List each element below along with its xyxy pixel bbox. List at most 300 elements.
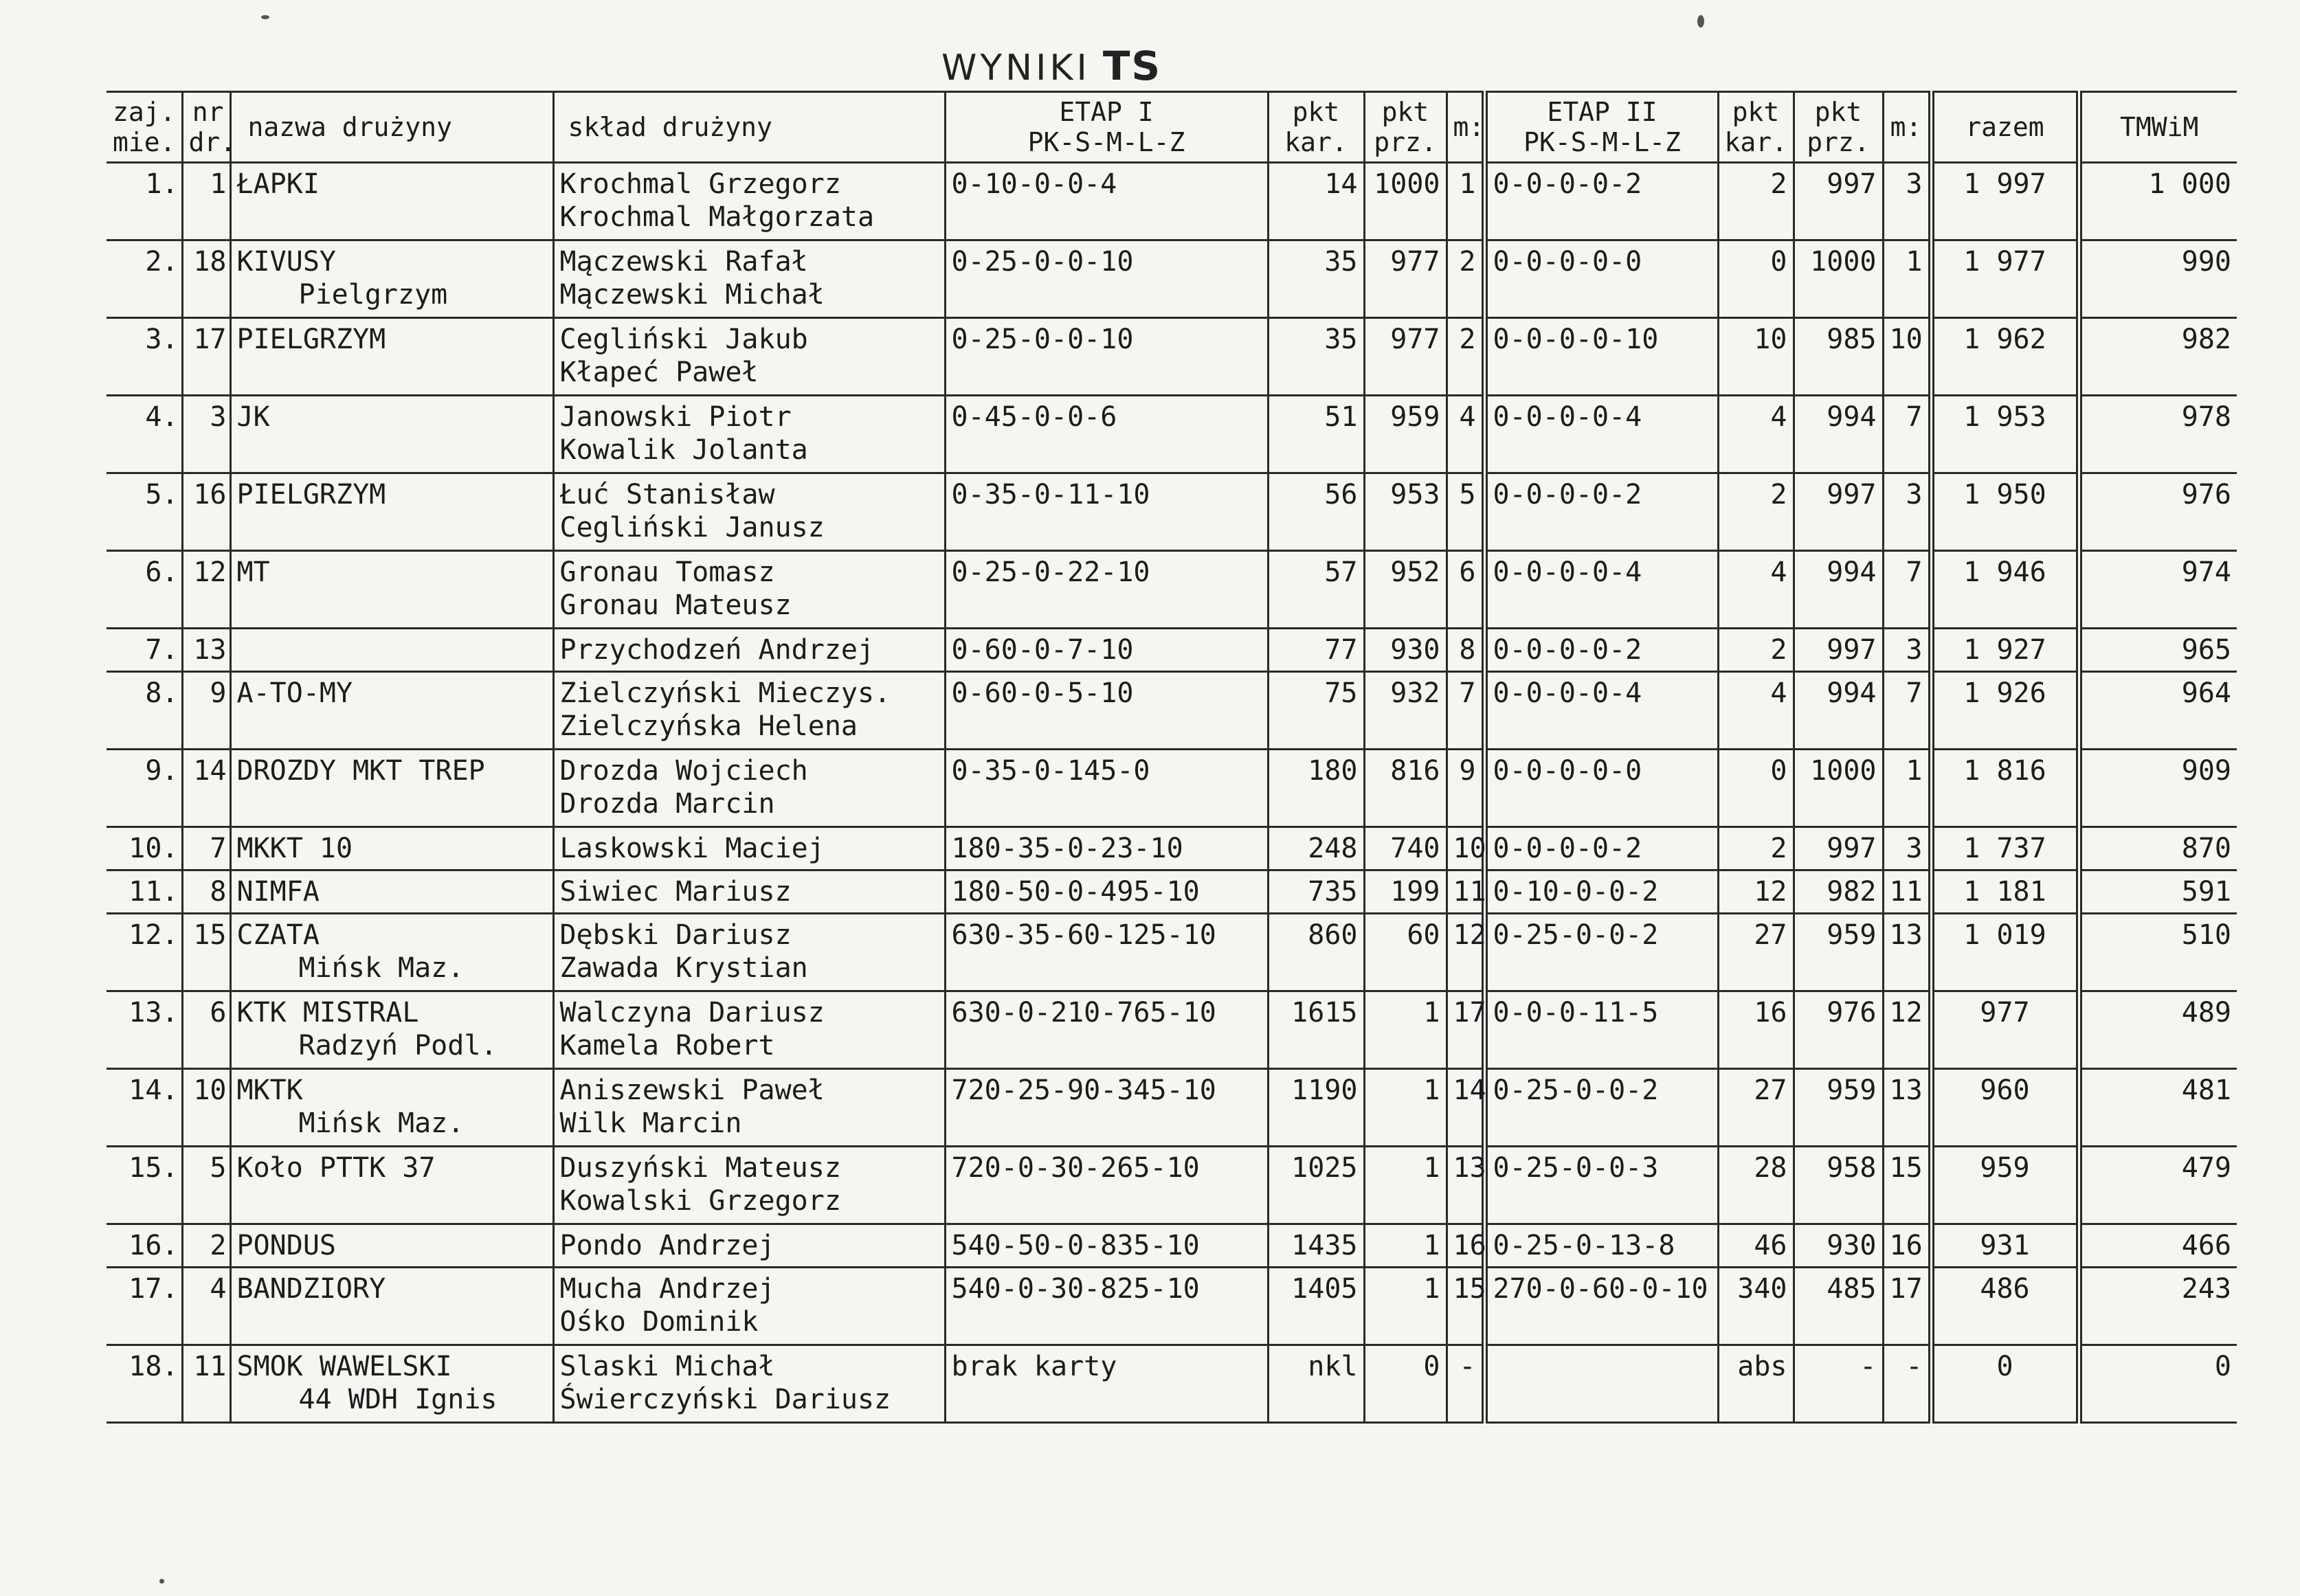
stage1-cell: 0-35-0-11-10 — [945, 473, 1268, 551]
team-name-cell-line: PIELGRZYM — [236, 479, 386, 510]
rank-cell: 12. — [107, 914, 182, 991]
stage1-cell: 630-0-210-765-10 — [945, 991, 1268, 1069]
stage1-place-cell: 5 — [1447, 473, 1484, 551]
stage1-penalty-cell: 56 — [1268, 473, 1364, 551]
stage2-points-cell: 959 — [1794, 1069, 1883, 1147]
stage2-cell: 0-10-0-0-2 — [1484, 870, 1718, 914]
stage1-penalty-cell: 57 — [1268, 551, 1364, 629]
total-cell: 960 — [1931, 1069, 2079, 1147]
team-name-cell — [230, 827, 553, 870]
stage2-points-cell: 997 — [1794, 473, 1883, 551]
stage2-place-cell: 7 — [1883, 396, 1931, 473]
stage1-penalty-cell: 1405 — [1268, 1268, 1364, 1345]
stage2-cell: 0-25-0-0-3 — [1484, 1147, 1718, 1224]
stage2-place-cell: 13 — [1883, 1069, 1931, 1147]
stage1-cell: 720-25-90-345-10 — [945, 1069, 1268, 1147]
stage1-cell: 540-50-0-835-10 — [945, 1224, 1268, 1268]
stage1-place-cell: 2 — [1447, 318, 1484, 396]
total-cell: 486 — [1931, 1268, 2079, 1345]
total-cell: 977 — [1931, 991, 2079, 1069]
roster-cell-line: Wilk Marcin — [559, 1108, 742, 1139]
stage1-penalty-cell: 14 — [1268, 163, 1364, 240]
roster-cell-line: Zielczyński Mieczys. — [559, 677, 891, 709]
team-number-cell: 12 — [182, 551, 230, 629]
roster-cell-line: Świerczyński Dariusz — [559, 1384, 891, 1415]
stage1-points-cell: 0 — [1364, 1345, 1447, 1423]
stage1-penalty-cell: 35 — [1268, 240, 1364, 318]
stage2-place-cell: - — [1883, 1345, 1931, 1423]
team-number-cell: 13 — [182, 629, 230, 672]
stage2-place-cell: 3 — [1883, 629, 1931, 672]
stage2-points-cell: 1000 — [1794, 750, 1883, 827]
team-name-cell — [230, 672, 553, 750]
team-name-cell-line: A-TO-MY — [236, 677, 353, 709]
table-body — [107, 163, 2237, 1423]
tmwim-cell: 976 — [2079, 473, 2237, 551]
rank-cell: 2. — [107, 240, 182, 318]
stage1-penalty-cell: 1190 — [1268, 1069, 1364, 1147]
roster-cell-line: Gronau Tomasz — [559, 557, 775, 588]
roster-cell — [553, 1069, 945, 1147]
team-name-cell-line: PIELGRZYM — [236, 324, 386, 355]
stage1-penalty-cell: 180 — [1268, 750, 1364, 827]
roster-cell-line: Cegliński Janusz — [559, 512, 825, 543]
team-name-cell-line: CZATA — [236, 919, 320, 951]
team-name-cell — [230, 396, 553, 473]
team-name-cell-line: ŁAPKI — [236, 168, 320, 200]
team-number-cell: 3 — [182, 396, 230, 473]
team-number-cell: 15 — [182, 914, 230, 991]
stage2-penalty-cell: 2 — [1718, 473, 1794, 551]
stage1-cell: 180-35-0-23-10 — [945, 827, 1268, 870]
stage2-place-cell: 10 — [1883, 318, 1931, 396]
rank-cell: 6. — [107, 551, 182, 629]
stage1-cell: 0-60-0-5-10 — [945, 672, 1268, 750]
stage2-points-cell: - — [1794, 1345, 1883, 1423]
stage2-cell: 0-0-0-0-2 — [1484, 827, 1718, 870]
table-row — [107, 1069, 2237, 1147]
stage2-cell: 0-0-0-0-2 — [1484, 473, 1718, 551]
roster-cell — [553, 240, 945, 318]
stage2-penalty-cell: 2 — [1718, 163, 1794, 240]
roster-cell-line: Mucha Andrzej — [559, 1273, 775, 1305]
stage2-place-cell: 17 — [1883, 1268, 1931, 1345]
stage2-points-cell: 994 — [1794, 551, 1883, 629]
stage1-cell: 630-35-60-125-10 — [945, 914, 1268, 991]
team-number-cell: 2 — [182, 1224, 230, 1268]
team-number-cell: 5 — [182, 1147, 230, 1224]
header-kar1: pkt kar. — [1268, 92, 1364, 163]
tmwim-cell: 990 — [2079, 240, 2237, 318]
roster-cell — [553, 870, 945, 914]
stage1-penalty-cell: nkl — [1268, 1345, 1364, 1423]
total-cell: 0 — [1931, 1345, 2079, 1423]
stage1-place-cell: - — [1447, 1345, 1484, 1423]
stage2-points-cell: 997 — [1794, 827, 1883, 870]
roster-cell — [553, 914, 945, 991]
stage2-cell: 0-25-0-13-8 — [1484, 1224, 1718, 1268]
team-name-cell-line: KTK MISTRAL — [236, 997, 419, 1029]
team-name-cell-line: PONDUS — [236, 1230, 336, 1261]
stage2-penalty-cell: 28 — [1718, 1147, 1794, 1224]
stage1-place-cell: 12 — [1447, 914, 1484, 991]
table-header — [107, 92, 2237, 163]
stage2-cell: 0-25-0-0-2 — [1484, 914, 1718, 991]
roster-cell-line: Siwiec Mariusz — [559, 876, 792, 908]
header-m2: m: — [1883, 92, 1931, 163]
stage1-penalty-cell: 735 — [1268, 870, 1364, 914]
team-name-cell-line: DROZDY MKT TREP — [236, 755, 485, 787]
stage1-penalty-cell: 75 — [1268, 672, 1364, 750]
stage2-cell: 0-0-0-11-5 — [1484, 991, 1718, 1069]
header-tmwim: TMWiM — [2079, 92, 2237, 163]
stage2-place-cell: 13 — [1883, 914, 1931, 991]
roster-cell-line: Zawada Krystian — [559, 952, 808, 984]
stage1-penalty-cell: 1615 — [1268, 991, 1364, 1069]
roster-cell-line: Ośko Dominik — [559, 1306, 759, 1338]
roster-cell-line: Drozda Wojciech — [559, 755, 808, 787]
stage2-points-cell: 930 — [1794, 1224, 1883, 1268]
team-name-cell-line: Mińsk Maz. — [298, 952, 465, 984]
team-name-cell-line: JK — [236, 401, 270, 433]
tmwim-cell: 964 — [2079, 672, 2237, 750]
stage2-penalty-cell: 4 — [1718, 396, 1794, 473]
stage2-place-cell: 1 — [1883, 240, 1931, 318]
stage2-points-cell: 994 — [1794, 396, 1883, 473]
total-cell: 1 997 — [1931, 163, 2079, 240]
stage1-points-cell: 930 — [1364, 629, 1447, 672]
stage1-points-cell: 740 — [1364, 827, 1447, 870]
stage2-penalty-cell: 4 — [1718, 672, 1794, 750]
stage2-points-cell: 994 — [1794, 672, 1883, 750]
team-name-cell-line: MT — [236, 557, 270, 588]
tmwim-cell: 965 — [2079, 629, 2237, 672]
team-name-cell-line: KIVUSY — [236, 246, 336, 278]
team-name-cell — [230, 1147, 553, 1224]
rank-cell: 1. — [107, 163, 182, 240]
speck — [1697, 15, 1704, 27]
rank-cell: 3. — [107, 318, 182, 396]
rank-cell: 16. — [107, 1224, 182, 1268]
stage1-cell: brak karty — [945, 1345, 1268, 1423]
stage1-penalty-cell: 35 — [1268, 318, 1364, 396]
team-name-cell — [230, 1069, 553, 1147]
rank-cell: 13. — [107, 991, 182, 1069]
stage1-cell: 720-0-30-265-10 — [945, 1147, 1268, 1224]
stage1-place-cell: 4 — [1447, 396, 1484, 473]
team-number-cell: 6 — [182, 991, 230, 1069]
team-name-cell-line: 44 WDH Ignis — [298, 1384, 498, 1415]
stage1-place-cell: 14 — [1447, 1069, 1484, 1147]
stage2-penalty-cell: 12 — [1718, 870, 1794, 914]
stage2-penalty-cell: 0 — [1718, 240, 1794, 318]
results-table — [107, 91, 2237, 1424]
stage2-cell: 0-0-0-0-0 — [1484, 750, 1718, 827]
tmwim-cell: 481 — [2079, 1069, 2237, 1147]
stage2-penalty-cell: 46 — [1718, 1224, 1794, 1268]
stage1-points-cell: 60 — [1364, 914, 1447, 991]
total-cell: 1 181 — [1931, 870, 2079, 914]
header-total: razem — [1931, 92, 2079, 163]
header-roster: skład drużyny — [553, 92, 945, 163]
tmwim-cell: 982 — [2079, 318, 2237, 396]
stage1-cell: 0-25-0-0-10 — [945, 240, 1268, 318]
roster-cell-line: Kowalski Grzegorz — [559, 1185, 841, 1217]
roster-cell — [553, 163, 945, 240]
table-row — [107, 1224, 2237, 1268]
roster-cell — [553, 1268, 945, 1345]
stage1-place-cell: 10 — [1447, 827, 1484, 870]
team-number-cell: 18 — [182, 240, 230, 318]
rank-cell: 7. — [107, 629, 182, 672]
stage1-points-cell: 816 — [1364, 750, 1447, 827]
stage1-place-cell: 2 — [1447, 240, 1484, 318]
team-name-cell — [230, 1268, 553, 1345]
stage2-cell: 0-0-0-0-4 — [1484, 551, 1718, 629]
team-number-cell: 16 — [182, 473, 230, 551]
tmwim-cell: 1 000 — [2079, 163, 2237, 240]
stage1-place-cell: 15 — [1447, 1268, 1484, 1345]
roster-cell-line: Kowalik Jolanta — [559, 434, 808, 466]
stage1-cell: 0-35-0-145-0 — [945, 750, 1268, 827]
stage2-place-cell: 3 — [1883, 163, 1931, 240]
roster-cell-line: Gronau Mateusz — [559, 589, 792, 621]
header-rank: zaj. mie. — [107, 92, 182, 163]
speck — [261, 15, 269, 19]
team-name-cell-line: Mińsk Maz. — [298, 1108, 465, 1139]
stage2-cell: 0-0-0-0-10 — [1484, 318, 1718, 396]
header-m1: m: — [1447, 92, 1484, 163]
stage1-points-cell: 953 — [1364, 473, 1447, 551]
roster-cell — [553, 473, 945, 551]
stage2-place-cell: 1 — [1883, 750, 1931, 827]
team-name-cell-line: Radzyń Podl. — [298, 1030, 498, 1061]
total-cell: 1 946 — [1931, 551, 2079, 629]
roster-cell — [553, 1147, 945, 1224]
stage1-points-cell: 977 — [1364, 318, 1447, 396]
stage2-penalty-cell: 16 — [1718, 991, 1794, 1069]
stage2-cell: 0-0-0-0-4 — [1484, 672, 1718, 750]
header-team: nazwa drużyny — [230, 92, 553, 163]
team-name-cell — [230, 163, 553, 240]
table-row — [107, 1268, 2237, 1345]
table-row — [107, 827, 2237, 870]
header-stage2: ETAP II PK-S-M-L-Z — [1484, 92, 1718, 163]
rank-cell: 18. — [107, 1345, 182, 1423]
team-name-cell — [230, 1345, 553, 1423]
stage2-points-cell: 982 — [1794, 870, 1883, 914]
stage1-place-cell: 8 — [1447, 629, 1484, 672]
roster-cell — [553, 672, 945, 750]
stage2-penalty-cell: 0 — [1718, 750, 1794, 827]
rank-cell: 15. — [107, 1147, 182, 1224]
header-nr: nr dr. — [182, 92, 230, 163]
total-cell: 1 977 — [1931, 240, 2079, 318]
tmwim-cell: 243 — [2079, 1268, 2237, 1345]
team-name-cell — [230, 750, 553, 827]
roster-cell — [553, 551, 945, 629]
rank-cell: 5. — [107, 473, 182, 551]
stage2-cell: 270-0-60-0-10 — [1484, 1268, 1718, 1345]
stage1-place-cell: 7 — [1447, 672, 1484, 750]
stage1-points-cell: 1 — [1364, 1224, 1447, 1268]
stage2-points-cell: 485 — [1794, 1268, 1883, 1345]
stage1-place-cell: 9 — [1447, 750, 1484, 827]
roster-cell-line: Duszyński Mateusz — [559, 1152, 841, 1184]
roster-cell-line: Cegliński Jakub — [559, 324, 808, 355]
total-cell: 1 816 — [1931, 750, 2079, 827]
roster-cell-line: Kłapeć Paweł — [559, 357, 759, 388]
table-row — [107, 629, 2237, 672]
stage2-place-cell: 11 — [1883, 870, 1931, 914]
stage2-penalty-cell: abs — [1718, 1345, 1794, 1423]
stage2-points-cell: 958 — [1794, 1147, 1883, 1224]
team-name-cell-line: MKKT 10 — [236, 833, 353, 864]
total-cell: 1 737 — [1931, 827, 2079, 870]
stage1-cell: 0-25-0-0-10 — [945, 318, 1268, 396]
stage1-points-cell: 977 — [1364, 240, 1447, 318]
team-number-cell: 11 — [182, 1345, 230, 1423]
stage2-penalty-cell: 27 — [1718, 914, 1794, 991]
rank-cell: 14. — [107, 1069, 182, 1147]
team-name-cell — [230, 240, 553, 318]
stage2-place-cell: 15 — [1883, 1147, 1931, 1224]
roster-cell-line: Aniszewski Paweł — [559, 1075, 825, 1106]
tmwim-cell: 974 — [2079, 551, 2237, 629]
rank-cell: 4. — [107, 396, 182, 473]
table-row — [107, 870, 2237, 914]
stage2-cell — [1484, 1345, 1718, 1423]
roster-cell — [553, 750, 945, 827]
stage2-points-cell: 997 — [1794, 163, 1883, 240]
team-number-cell: 9 — [182, 672, 230, 750]
roster-cell-line: Janowski Piotr — [559, 401, 792, 433]
table-row — [107, 750, 2237, 827]
roster-cell-line: Pondo Andrzej — [559, 1230, 775, 1261]
stage2-penalty-cell: 4 — [1718, 551, 1794, 629]
roster-cell-line: Slaski Michał — [559, 1351, 775, 1382]
roster-cell-line: Laskowski Maciej — [559, 833, 825, 864]
team-name-cell — [230, 551, 553, 629]
stage2-place-cell: 12 — [1883, 991, 1931, 1069]
total-cell: 1 019 — [1931, 914, 2079, 991]
team-name-cell — [230, 318, 553, 396]
roster-cell-line: Krochmal Małgorzata — [559, 201, 875, 233]
tmwim-cell: 489 — [2079, 991, 2237, 1069]
stage1-points-cell: 199 — [1364, 870, 1447, 914]
rank-cell: 9. — [107, 750, 182, 827]
table-row — [107, 551, 2237, 629]
table-row — [107, 396, 2237, 473]
title-mark: TS — [1102, 43, 1162, 89]
header-prz1: pkt prz. — [1364, 92, 1447, 163]
team-name-cell-line: SMOK WAWELSKI — [236, 1351, 452, 1382]
roster-cell — [553, 318, 945, 396]
stage1-penalty-cell: 1435 — [1268, 1224, 1364, 1268]
table-row — [107, 672, 2237, 750]
stage1-cell: 180-50-0-495-10 — [945, 870, 1268, 914]
total-cell: 1 927 — [1931, 629, 2079, 672]
stage2-penalty-cell: 2 — [1718, 629, 1794, 672]
team-name-cell — [230, 914, 553, 991]
total-cell: 1 953 — [1931, 396, 2079, 473]
team-number-cell: 7 — [182, 827, 230, 870]
rank-cell: 8. — [107, 672, 182, 750]
title-text: WYNIKI — [941, 47, 1091, 89]
stage2-place-cell: 3 — [1883, 827, 1931, 870]
page-title — [941, 43, 1161, 89]
stage1-place-cell: 13 — [1447, 1147, 1484, 1224]
stage2-penalty-cell: 340 — [1718, 1268, 1794, 1345]
stage2-points-cell: 1000 — [1794, 240, 1883, 318]
stage1-penalty-cell: 77 — [1268, 629, 1364, 672]
stage2-cell: 0-25-0-0-2 — [1484, 1069, 1718, 1147]
stage2-place-cell: 16 — [1883, 1224, 1931, 1268]
roster-cell — [553, 1345, 945, 1423]
team-number-cell: 8 — [182, 870, 230, 914]
stage2-penalty-cell: 27 — [1718, 1069, 1794, 1147]
stage2-cell: 0-0-0-0-0 — [1484, 240, 1718, 318]
total-cell: 1 926 — [1931, 672, 2079, 750]
roster-cell-line: Dębski Dariusz — [559, 919, 792, 951]
roster-cell — [553, 991, 945, 1069]
table-row — [107, 1147, 2237, 1224]
team-number-cell: 1 — [182, 163, 230, 240]
team-number-cell: 10 — [182, 1069, 230, 1147]
roster-cell-line: Kamela Robert — [559, 1030, 775, 1061]
stage1-place-cell: 11 — [1447, 870, 1484, 914]
roster-cell — [553, 629, 945, 672]
stage1-cell: 0-45-0-0-6 — [945, 396, 1268, 473]
stage1-place-cell: 6 — [1447, 551, 1484, 629]
table-row — [107, 1345, 2237, 1423]
stage2-cell: 0-0-0-0-4 — [1484, 396, 1718, 473]
team-number-cell: 17 — [182, 318, 230, 396]
team-name-cell — [230, 629, 553, 672]
total-cell: 931 — [1931, 1224, 2079, 1268]
table-row — [107, 240, 2237, 318]
rank-cell: 11. — [107, 870, 182, 914]
team-name-cell — [230, 1224, 553, 1268]
team-name-cell — [230, 870, 553, 914]
stage1-points-cell: 1 — [1364, 991, 1447, 1069]
roster-cell — [553, 827, 945, 870]
roster-cell-line: Drozda Marcin — [559, 788, 775, 820]
stage1-points-cell: 1000 — [1364, 163, 1447, 240]
roster-cell-line: Zielczyńska Helena — [559, 710, 858, 742]
stage2-points-cell: 959 — [1794, 914, 1883, 991]
stage1-points-cell: 959 — [1364, 396, 1447, 473]
stage2-place-cell: 3 — [1883, 473, 1931, 551]
stage2-place-cell: 7 — [1883, 551, 1931, 629]
team-name-cell-line: NIMFA — [236, 876, 320, 908]
stage1-place-cell: 17 — [1447, 991, 1484, 1069]
total-cell: 1 950 — [1931, 473, 2079, 551]
stage2-place-cell: 7 — [1883, 672, 1931, 750]
table-row — [107, 163, 2237, 240]
table-row — [107, 318, 2237, 396]
table-row — [107, 473, 2237, 551]
team-number-cell: 4 — [182, 1268, 230, 1345]
team-name-cell — [230, 991, 553, 1069]
tmwim-cell: 510 — [2079, 914, 2237, 991]
stage1-points-cell: 1 — [1364, 1147, 1447, 1224]
header-stage1: ETAP I PK-S-M-L-Z — [945, 92, 1268, 163]
roster-cell — [553, 396, 945, 473]
speck — [159, 1579, 164, 1584]
stage1-penalty-cell: 860 — [1268, 914, 1364, 991]
tmwim-cell: 870 — [2079, 827, 2237, 870]
